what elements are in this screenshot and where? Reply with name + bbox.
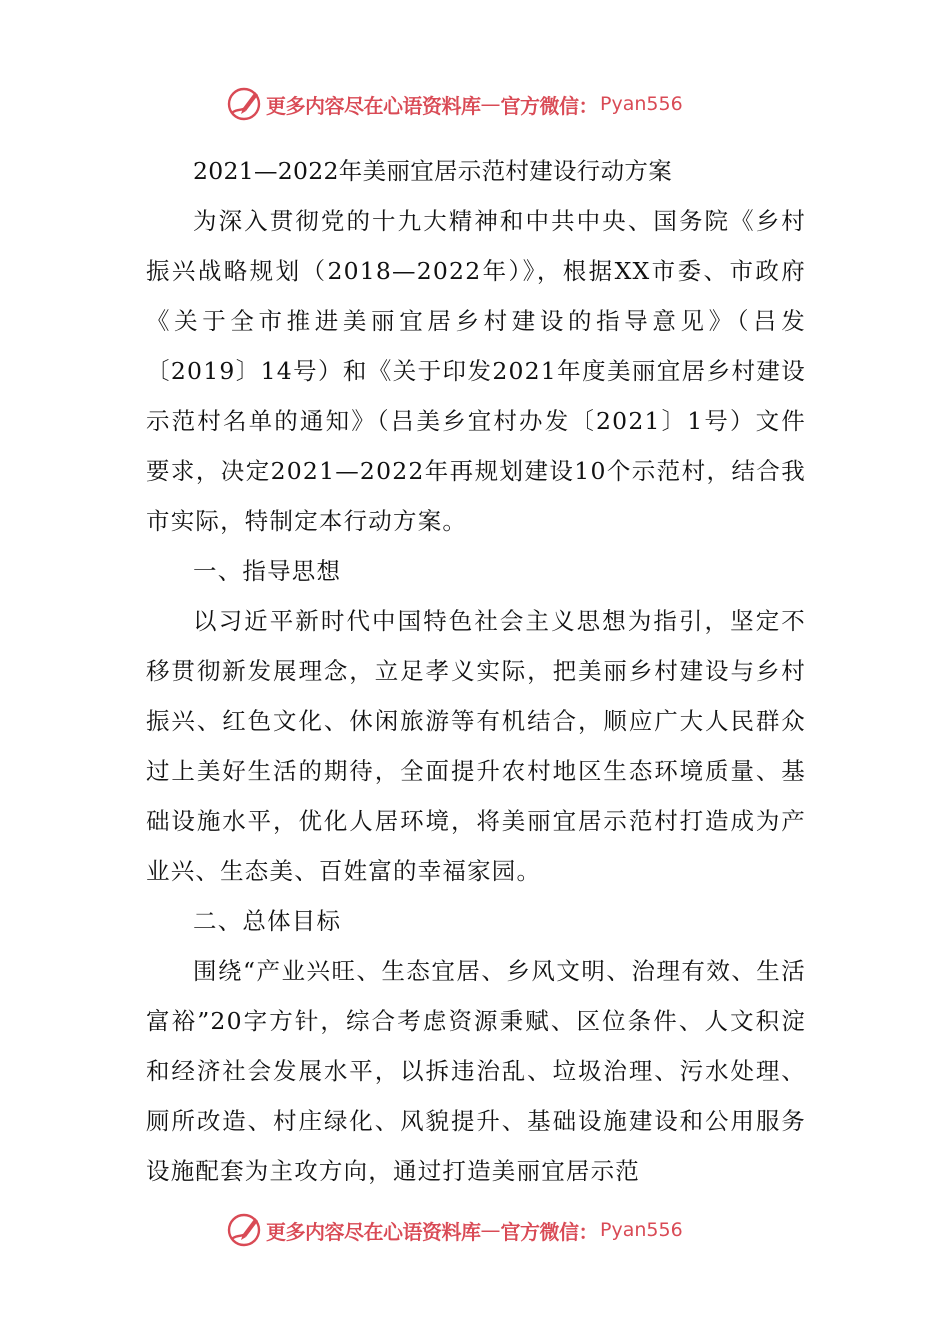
- watermark-main-text: 更多内容尽在心语资料库: [266, 1219, 481, 1244]
- watermark-official-label: 官方微信：: [500, 93, 598, 118]
- intro-paragraph: 为深入贯彻党的十九大精神和中共中央、国务院《乡村振兴战略规划（2018—2022年）》，根据XX市委、市政府《关于全市推进美丽宜居乡村建设的指导意见》（吕发〔2019〕14号）和《关于印发2021年度美丽宜居乡村建设示范村名单的通知》（吕美乡宜村办发〔2021〕1号）文件要求，决定2021—2022年再规划建设10个示范村，结合我市实际，特制定本行动方案。: [146, 207, 806, 535]
- watermark-wechat-id: Pyan556: [600, 93, 683, 115]
- document-body: [146, 146, 806, 1196]
- watermark-separator: —: [480, 1218, 501, 1242]
- section-body-overall-goal: 围绕“产业兴旺、生态宜居、乡风文明、治理有效、生活富裕”20字方针，综合考虑资源秉赋、区位条件、人文积淀和经济社会发展水平，以拆违治乱、垃圾治理、污水处理、厕所改造、村庄绿化、风貌提升、基础设施建设和公用服务设施配套为主攻方向，通过打造美丽宜居示范: [146, 957, 806, 1185]
- watermark-separator: —: [480, 92, 501, 116]
- pen-writing-logo-icon: [226, 86, 262, 122]
- document-title: 2021—2022年美丽宜居示范村建设行动方案: [193, 157, 673, 185]
- watermark-header: [226, 84, 683, 124]
- pen-writing-logo-icon: [226, 1212, 262, 1248]
- section-heading-overall-goal: 二、总体目标: [193, 907, 342, 935]
- watermark-main-text: 更多内容尽在心语资料库: [266, 93, 481, 118]
- watermark-wechat-id: Pyan556: [600, 1219, 683, 1241]
- section-heading-guiding-thought: 一、指导思想: [193, 557, 342, 585]
- section-body-guiding-thought: 以习近平新时代中国特色社会主义思想为指引，坚定不移贯彻新发展理念，立足孝义实际，把美丽乡村建设与乡村振兴、红色文化、休闲旅游等有机结合，顺应广大人民群众过上美好生活的期待，全面提升农村地区生态环境质量、基础设施水平，优化人居环境，将美丽宜居示范村打造成为产业兴、生态美、百姓富的幸福家园。: [146, 607, 806, 885]
- watermark-footer: [226, 1210, 683, 1250]
- watermark-official-label: 官方微信：: [500, 1219, 598, 1244]
